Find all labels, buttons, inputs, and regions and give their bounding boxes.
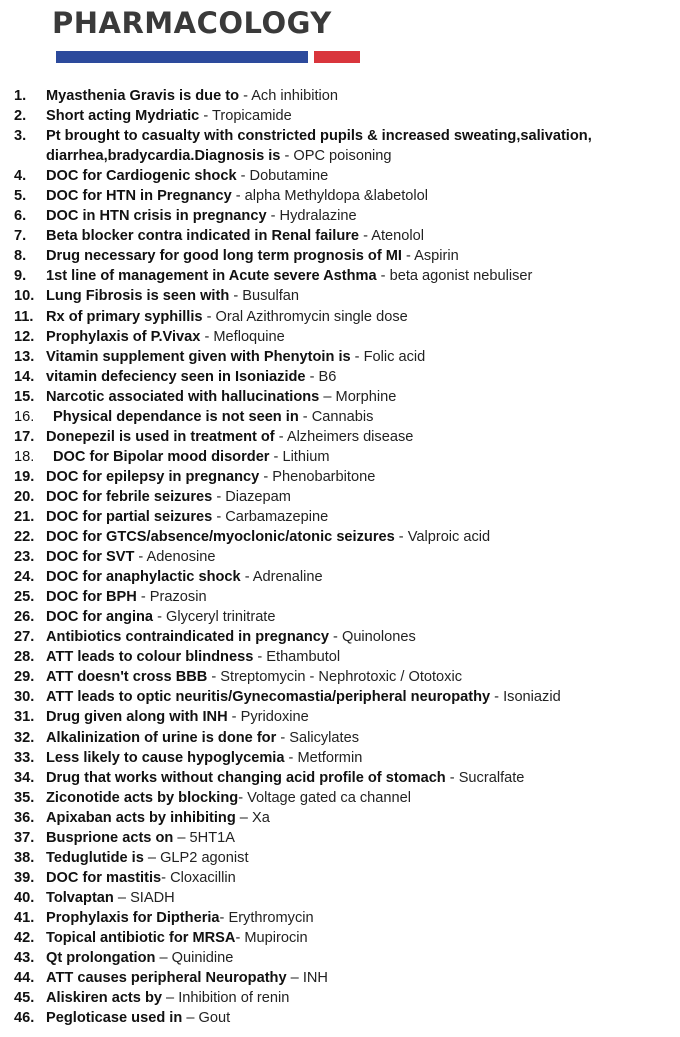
item-answer: - Folic acid [350, 348, 426, 365]
item-answer: – INH [286, 970, 328, 987]
item-answer: - B6 [305, 368, 337, 385]
item-question: DOC for HTN in Pregnancy [46, 188, 232, 205]
item-number: 28. [14, 649, 35, 666]
item-text [46, 627, 674, 647]
item-text [46, 206, 674, 226]
item-answer: - Erythromycin [219, 909, 314, 926]
item-question: DOC for BPH [46, 589, 137, 606]
item-answer: - Adrenaline [240, 569, 323, 586]
item-answer: - Glyceryl trinitrate [153, 609, 276, 626]
item-text [46, 788, 674, 808]
item-question: DOC for partial seizures [46, 508, 213, 525]
item-number: 29. [14, 669, 35, 686]
item-question: Myasthenia Gravis is due to [46, 88, 240, 104]
item-answer: - Mupirocin [235, 929, 308, 946]
item-answer: – Xa [235, 809, 270, 826]
item-text [46, 908, 674, 928]
item-answer: - Lithium [269, 448, 330, 465]
item-question: Prophylaxis of P.Vivax [46, 328, 201, 345]
title-underline-blue [56, 51, 308, 63]
list-item [14, 327, 674, 347]
item-number: 31. [14, 709, 35, 726]
item-number: 11. [14, 308, 34, 325]
item-answer: - Voltage gated ca channel [238, 789, 412, 806]
item-question: DOC for febrile seizures [46, 488, 213, 505]
item-answer: - Cannabis [298, 408, 374, 425]
item-number: 6. [14, 208, 27, 225]
list-item [14, 206, 674, 226]
item-answer: - Streptomycin - Nephrotoxic / Ototoxic [207, 669, 462, 686]
item-answer: - Prazosin [136, 589, 207, 606]
item-question: vitamin defeciency seen in Isoniazide [46, 368, 306, 385]
item-answer: - Ach inhibition [239, 88, 339, 104]
item-text [46, 968, 674, 988]
title-underline-red [314, 51, 360, 63]
item-answer: - alpha Methyldopa &labetolol [231, 188, 429, 205]
item-question: Physical dependance is not seen in [53, 408, 299, 425]
list-item [14, 607, 674, 627]
item-text [46, 888, 674, 908]
item-question: Antibiotics contraindicated in pregnancy [46, 629, 329, 646]
item-number: 16. [14, 408, 35, 425]
item-answer: – SIADH [113, 889, 175, 906]
item-number: 21. [14, 508, 35, 525]
item-number: 17. [14, 428, 35, 445]
item-number: 39. [14, 869, 35, 886]
list-item [14, 467, 674, 487]
list-item [14, 367, 674, 387]
item-answer: – Gout [182, 1010, 231, 1027]
item-number: 3. [14, 128, 27, 145]
item-question: Donepezil is used in treatment of [46, 428, 275, 445]
list-item [14, 86, 674, 106]
item-text [46, 467, 674, 487]
item-question: Teduglutide is [46, 849, 144, 866]
item-text [46, 848, 674, 868]
item-number: 46. [14, 1010, 35, 1027]
item-answer: - OPC poisoning [280, 148, 392, 165]
item-text [46, 86, 674, 106]
item-text [46, 928, 674, 948]
item-answer: - Tropicamide [199, 108, 292, 125]
list-item [14, 246, 674, 266]
item-answer: - Adenosine [134, 549, 216, 566]
item-answer: - Valproic acid [394, 529, 491, 546]
list-item [14, 527, 674, 547]
list-item [14, 447, 674, 467]
item-number: 15. [14, 388, 35, 405]
item-number: 40. [14, 889, 35, 906]
item-answer: – Inhibition of renin [162, 990, 290, 1007]
item-text [46, 427, 674, 447]
item-text [46, 226, 674, 246]
item-question: Aliskiren acts by [46, 990, 162, 1007]
item-number: 5. [14, 188, 27, 205]
item-number: 12. [14, 328, 35, 345]
item-question: Narcotic associated with hallucinations [46, 388, 320, 405]
item-answer: - Mefloquine [200, 328, 285, 345]
item-number: 41. [14, 909, 35, 926]
list-item [14, 968, 674, 988]
item-question: Qt prolongation [46, 950, 156, 967]
item-answer: - Quinolones [329, 629, 416, 646]
list-item [14, 186, 674, 206]
item-text [46, 307, 674, 327]
item-number: 24. [14, 569, 35, 586]
item-text [46, 507, 674, 527]
list-item [14, 768, 674, 788]
item-text [46, 707, 674, 727]
list-item [14, 627, 674, 647]
question-list [14, 86, 674, 1028]
item-text [46, 768, 674, 788]
item-number: 9. [14, 268, 27, 285]
item-number: 35. [14, 789, 35, 806]
list-item [14, 828, 674, 848]
item-answer: - Pyridoxine [227, 709, 309, 726]
page-title: PHARMACOLOGY [52, 6, 332, 40]
item-answer: - Alzheimers disease [274, 428, 414, 445]
item-number: 1. [14, 88, 27, 104]
item-text [46, 367, 674, 387]
item-answer: – Morphine [319, 388, 397, 405]
list-item [14, 567, 674, 587]
list-item [14, 126, 674, 166]
item-text [46, 447, 674, 467]
item-text [46, 607, 674, 627]
item-question: Topical antibiotic for MRSA [46, 929, 236, 946]
list-item [14, 487, 674, 507]
item-number: 20. [14, 488, 35, 505]
item-number: 4. [14, 168, 27, 185]
item-answer: - Aspirin [401, 248, 459, 265]
item-number: 10. [14, 288, 35, 305]
item-number: 22. [14, 529, 35, 546]
list-item [14, 728, 674, 748]
item-question: ATT leads to colour blindness [46, 649, 254, 666]
item-question: DOC for mastitis [46, 869, 162, 886]
list-item [14, 908, 674, 928]
list-item [14, 407, 674, 427]
list-item [14, 286, 674, 306]
item-question: DOC in HTN crisis in pregnancy [46, 208, 267, 225]
item-number: 19. [14, 468, 35, 485]
item-question: ATT causes peripheral Neuropathy [46, 970, 287, 987]
item-answer: - Atenolol [359, 228, 424, 245]
list-item [14, 848, 674, 868]
item-question: DOC for angina [46, 609, 154, 626]
item-number: 32. [14, 729, 35, 746]
item-question: DOC for epilepsy in pregnancy [46, 468, 260, 485]
list-item [14, 748, 674, 768]
list-item [14, 166, 674, 186]
item-question: DOC for anaphylactic shock [46, 569, 241, 586]
item-question: DOC for GTCS/absence/myoclonic/atonic seizures [46, 529, 395, 546]
item-question: DOC for SVT [46, 549, 135, 566]
item-text [46, 828, 674, 848]
item-text [46, 407, 674, 427]
item-question: DOC for Cardiogenic shock [46, 168, 237, 185]
item-text [46, 808, 674, 828]
item-number: 45. [14, 990, 35, 1007]
item-question: Vitamin supplement given with Phenytoin is [46, 348, 351, 365]
item-question: Apixaban acts by inhibiting [46, 809, 236, 826]
item-text [46, 487, 674, 507]
list-item [14, 868, 674, 888]
item-question: Less likely to cause hypoglycemia [46, 749, 285, 766]
item-answer: - Phenobarbitone [259, 468, 376, 485]
list-item [14, 307, 674, 327]
item-question: Short acting Mydriatic [46, 108, 200, 125]
item-question: Drug given along with INH [46, 709, 228, 726]
item-text [46, 527, 674, 547]
item-number: 14. [14, 368, 35, 385]
item-number: 33. [14, 749, 35, 766]
item-text [46, 286, 674, 306]
item-text [46, 988, 674, 1008]
item-number: 38. [14, 849, 35, 866]
list-item [14, 707, 674, 727]
list-item [14, 667, 674, 687]
list-item [14, 948, 674, 968]
item-text [46, 327, 674, 347]
item-text [46, 868, 674, 888]
item-number: 44. [14, 970, 35, 987]
item-text [46, 587, 674, 607]
item-answer: – 5HT1A [173, 829, 235, 846]
list-item [14, 1008, 674, 1028]
item-question: Pegloticase used in [46, 1010, 183, 1027]
item-number: 23. [14, 549, 35, 566]
item-text [46, 246, 674, 266]
list-item [14, 226, 674, 246]
item-answer: - beta agonist nebuliser [376, 268, 533, 285]
item-question: Beta blocker contra indicated in Renal failure [46, 228, 360, 245]
list-item [14, 347, 674, 367]
list-item [14, 507, 674, 527]
item-number: 27. [14, 629, 35, 646]
item-text [46, 266, 674, 286]
item-number: 42. [14, 929, 35, 946]
list-item [14, 266, 674, 286]
item-text [46, 687, 674, 707]
item-question: Pt brought to casualty with constricted pupils & increased sweating,salivation, diarrhea,bradycardia.Diagnosis is [46, 128, 592, 165]
item-text [46, 547, 674, 567]
item-answer: - Hydralazine [266, 208, 357, 225]
item-answer: - Sucralfate [445, 769, 525, 786]
list-item [14, 687, 674, 707]
item-text [46, 728, 674, 748]
item-text [46, 106, 674, 126]
item-number: 37. [14, 829, 35, 846]
item-answer: - Cloxacillin [161, 869, 236, 886]
item-question: ATT doesn't cross BBB [46, 669, 208, 686]
item-text [46, 748, 674, 768]
item-number: 13. [14, 348, 35, 365]
item-question: 1st line of management in Acute severe Asthma [46, 268, 377, 285]
item-number: 8. [14, 248, 27, 265]
item-question: Tolvaptan [46, 889, 114, 906]
item-number: 18. [14, 448, 35, 465]
item-number: 7. [14, 228, 27, 245]
item-answer: - Oral Azithromycin single dose [202, 308, 408, 325]
list-item [14, 788, 674, 808]
item-question: ATT leads to optic neuritis/Gynecomastia/peripheral neuropathy [46, 689, 491, 706]
item-answer: - Carbamazepine [212, 508, 329, 525]
item-question: Drug necessary for good long term prognosis of MI [46, 248, 402, 265]
list-item [14, 888, 674, 908]
list-item [14, 587, 674, 607]
item-text [46, 667, 674, 687]
list-item [14, 928, 674, 948]
item-question: Lung Fibrosis is seen with [46, 288, 230, 305]
list-item [14, 808, 674, 828]
item-text [46, 387, 674, 407]
item-text [46, 347, 674, 367]
list-item [14, 106, 674, 126]
item-number: 43. [14, 950, 35, 967]
item-question: Busprione acts on [46, 829, 174, 846]
item-number: 26. [14, 609, 35, 626]
item-answer: – Quinidine [155, 950, 234, 967]
list-item [14, 547, 674, 567]
item-answer: - Isoniazid [490, 689, 561, 706]
list-item [14, 988, 674, 1008]
item-number: 25. [14, 589, 35, 606]
item-text [46, 567, 674, 587]
item-number: 34. [14, 769, 35, 786]
item-text [46, 166, 674, 186]
item-text [46, 126, 674, 166]
item-question: Alkalinization of urine is done for [46, 729, 277, 746]
list-item [14, 427, 674, 447]
item-question: Drug that works without changing acid profile of stomach [46, 769, 446, 786]
list-item [14, 387, 674, 407]
item-number: 30. [14, 689, 35, 706]
item-answer: - Busulfan [229, 288, 300, 305]
item-text [46, 1008, 674, 1028]
item-answer: - Metformin [284, 749, 363, 766]
item-question: Ziconotide acts by blocking [46, 789, 239, 806]
item-text [46, 186, 674, 206]
item-question: Prophylaxis for Diptheria [46, 909, 220, 926]
item-answer: - Ethambutol [253, 649, 341, 666]
list-item [14, 647, 674, 667]
item-text [46, 647, 674, 667]
item-question: DOC for Bipolar mood disorder [53, 448, 270, 465]
item-number: 36. [14, 809, 35, 826]
item-answer: - Diazepam [212, 488, 291, 505]
item-text [46, 948, 674, 968]
item-answer: - Dobutamine [236, 168, 329, 185]
item-answer: – GLP2 agonist [143, 849, 249, 866]
item-question: Rx of primary syphillis [46, 308, 203, 325]
item-answer: - Salicylates [276, 729, 360, 746]
item-number: 2. [14, 108, 27, 125]
